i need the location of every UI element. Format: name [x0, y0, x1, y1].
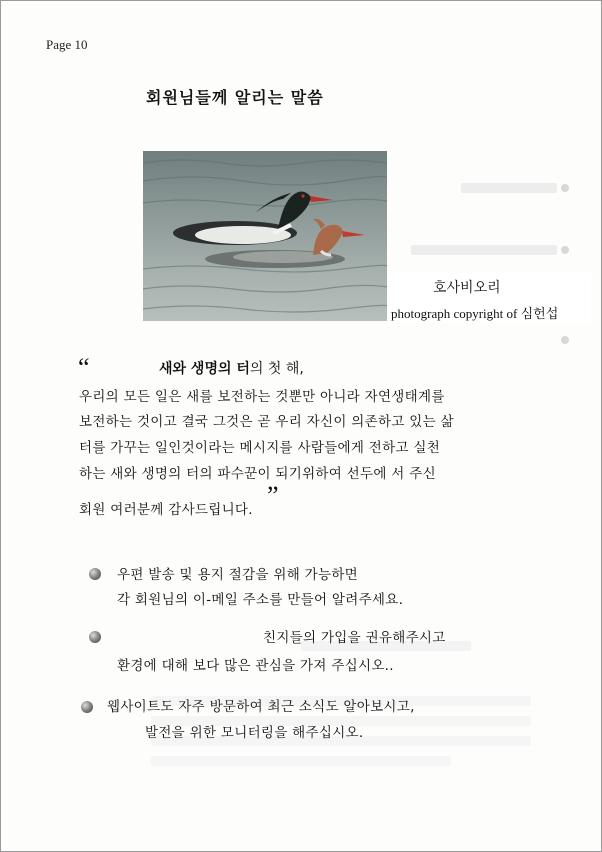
quote-open-mark: “: [78, 353, 90, 382]
merganser-photo: [143, 151, 387, 321]
bleed-through-mark: [151, 756, 451, 766]
bullet-icon: [89, 631, 101, 643]
message-line: 우리의 모든 일은 새를 보전하는 것뿐만 아니라 자연생태계를: [79, 389, 445, 405]
notice-3-line-1: 웹사이트도 자주 방문하여 최근 소식도 알아보시고,: [107, 699, 415, 715]
heading-suffix: 의 첫 해,: [249, 361, 304, 377]
photo-caption-credit: photograph copyright of 심헌섭: [391, 306, 559, 321]
page-title: 회원님들께 알리는 말씀: [146, 88, 324, 107]
notice-3-line-2: 발전을 위한 모니터링을 해주십시오.: [145, 725, 364, 741]
bleed-through-mark: [561, 246, 569, 254]
message-heading: [159, 358, 304, 378]
bleed-through-mark: [411, 245, 557, 255]
bullet-icon: [89, 568, 101, 580]
notice-1-line-2: 각 회원님의 이-메일 주소를 만들어 알려주세요.: [117, 592, 404, 608]
photo-caption-species: 호사비오리: [433, 280, 501, 296]
bullet-icon: [81, 701, 93, 713]
message-line: 회원 여러분께 감사드립니다.: [79, 502, 253, 518]
heading-organization: 새와 생명의 터: [159, 361, 250, 377]
page-number: Page 10: [46, 37, 88, 52]
merganser-illustration: [143, 151, 387, 321]
notice-1-line-1: 우편 발송 및 용지 절감을 위해 가능하면: [117, 567, 359, 583]
bleed-through-mark: [461, 183, 557, 193]
message-line: 보전하는 것이고 결국 그것은 곧 우리 자신이 의존하고 있는 삶: [79, 414, 454, 430]
notice-2-line-2: 환경에 대해 보다 많은 관심을 가져 주십시오..: [117, 658, 394, 674]
quote-close-mark: ”: [267, 481, 279, 510]
message-line: 하는 새와 생명의 터의 파수꾼이 되기위하여 선두에 서 주신: [79, 466, 436, 482]
message-line: 터를 가꾸는 일인것이라는 메시지를 사람들에게 전하고 실천: [79, 440, 441, 456]
bleed-through-mark: [561, 336, 569, 344]
notice-2-line-1: 친지들의 가입을 권유해주시고: [263, 630, 446, 646]
bleed-through-mark: [561, 184, 569, 192]
